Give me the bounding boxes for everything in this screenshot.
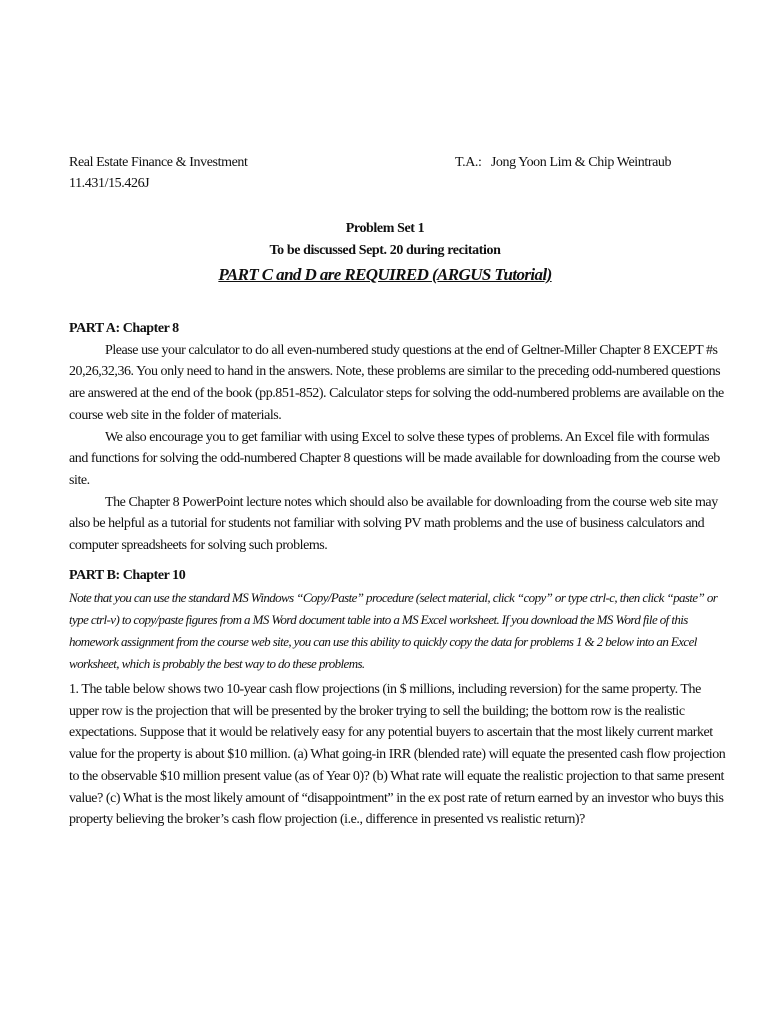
part-a-section xyxy=(69,318,729,557)
required-parts-note: PART C and D are REQUIRED (ARGUS Tutorial) xyxy=(218,265,552,284)
ta-label: T.A.: xyxy=(455,155,482,170)
part-b-heading: PART B: Chapter 10 xyxy=(69,568,186,583)
course-info xyxy=(69,152,247,194)
problem-set-title: Problem Set 1 xyxy=(345,221,425,236)
ta-info xyxy=(455,152,671,173)
course-number: 11.431/15.426J xyxy=(69,176,150,191)
question-1 xyxy=(69,679,729,831)
part-a-heading: PART A: Chapter 8 xyxy=(69,321,179,336)
ta-names: Jong Yoon Lim & Chip Weintraub xyxy=(490,155,672,170)
part-a-paragraph-2: We also encourage you to get familiar with using Excel to solve these types of problems. An Excel file with formulas and functions for solving the odd-numbered Chapter 8 questions will be made available for downloading from the course web site. xyxy=(69,429,720,488)
question-1-text: 1. The table below shows two 10-year cash flow projections (in $ millions, including reversion) for the same property. The upper row is the projection that will be presented by the broker trying to sell the building; the bottom row is the realistic expectations. Suppose that it would be relatively easy for any potential buyers to ascertain that the most likely current market value for the property is about $10 million. (a) What going-in IRR (blended rate) will equate the presented cash flow projection to the observable $10 million present value (as of Year 0)? (b) What rate will equate the realistic projection to that same present value? (c) What is the most likely amount of “disappointment” in the ex post rate of return earned by an investor who buys this property believing the broker’s cash flow projection (i.e., difference in presented vs realistic return)? xyxy=(69,682,726,828)
problem-set-subtitle: To be discussed Sept. 20 during recitation xyxy=(269,243,501,258)
course-name: Real Estate Finance & Investment xyxy=(69,155,248,170)
part-a-paragraph-1: Please use your calculator to do all even-numbered study questions at the end of Geltner-Miller Chapter 8 EXCEPT #s 20,26,32,36. You only need to hand in the answers. Note, these problems are similar to the preceding odd-numbered questions are answered at the end of the book (pp.851-852). Calculator steps for solving the odd-numbered problems are available on the course web site in the folder of materials. xyxy=(69,342,724,423)
part-b-note: Note that you can use the standard MS Windows “Copy/Paste” procedure (select material, click “copy” or type ctrl-c, then click “paste” or type ctrl-v) to copy/paste figures from a MS Word document table into a MS Excel worksheet. If you download the MS Word file of this homework assignment from the course web site, you can use this ability to quickly copy the data for problems 1 & 2 below into an Excel worksheet, which is probably the best way to do these problems. xyxy=(69,589,718,671)
part-a-paragraph-3: The Chapter 8 PowerPoint lecture notes which should also be available for downloading from the course web site may also be helpful as a tutorial for students not familiar with solving PV math problems and the use of business calculators and computer spreadsheets for solving such problems. xyxy=(69,494,718,554)
part-b-section xyxy=(69,565,729,675)
